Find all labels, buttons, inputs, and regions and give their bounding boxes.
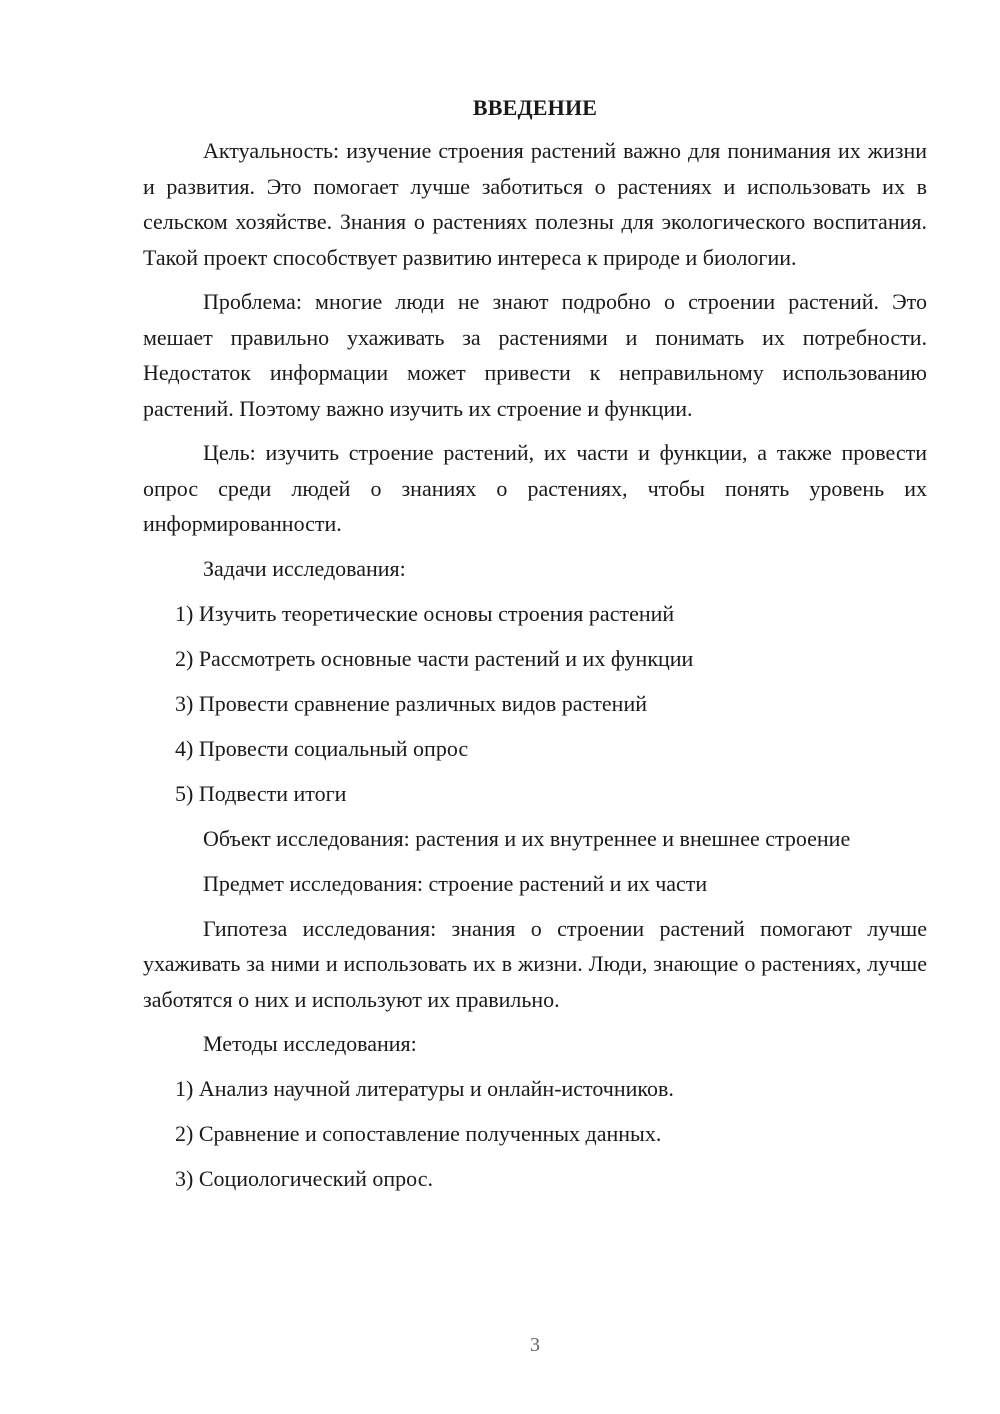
methods-heading: Методы исследования:: [203, 1031, 417, 1056]
hypothesis-paragraph: Гипотеза исследования: знания о строении растений помогают лучше ухаживать за ними и использовать их в жизни. Люди, знающие о растениях, лучше заботятся о них и используют их правильно.: [143, 915, 927, 1012]
task-item: 4) Провести социальный опрос: [175, 735, 469, 761]
task-item: 3) Провести сравнение различных видов растений: [175, 690, 648, 716]
tasks-list: [143, 596, 927, 812]
section-title: ВВЕДЕНИЕ: [472, 95, 598, 120]
problem-paragraph: Проблема: многие люди не знают подробно о строении растений. Это мешает правильно ухаживать за растениями и понимать их потребности. Недостаток информации может привести к неправильному использованию растений. Поэтому важно изучить их строение и функции.: [143, 289, 927, 421]
task-item: 5) Подвести итоги: [175, 780, 347, 806]
method-item: 1) Анализ научной литературы и онлайн-источников.: [175, 1076, 674, 1101]
research-subject: Предмет исследования: строение растений и их части: [203, 870, 708, 896]
task-item: 2) Рассмотреть основные части растений и их функции: [175, 645, 694, 671]
tasks-heading: Задачи исследования:: [203, 555, 406, 581]
methods-list: [143, 1071, 927, 1197]
page-number: 3: [530, 1334, 540, 1356]
research-object: Объект исследования: растения и их внутреннее и внешнее строение: [203, 825, 851, 851]
relevance-paragraph: Актуальность: изучение строения растений важно для понимания их жизни и развития. Это помогает лучше заботиться о растениях и использовать их в сельском хозяйстве. Знания о растениях полезны для экологического воспитания. Такой проект способствует развитию интереса к природе и биологии.: [143, 138, 927, 270]
document-page: [143, 94, 927, 1206]
method-item: 2) Сравнение и сопоставление полученных данных.: [175, 1121, 662, 1146]
goal-paragraph: Цель: изучить строение растений, их части и функции, а также провести опрос среди людей о знаниях о растениях, чтобы понять уровень их информированности.: [143, 440, 927, 536]
method-item: 3) Социологический опрос.: [175, 1166, 433, 1191]
task-item: 1) Изучить теоретические основы строения растений: [175, 600, 675, 626]
